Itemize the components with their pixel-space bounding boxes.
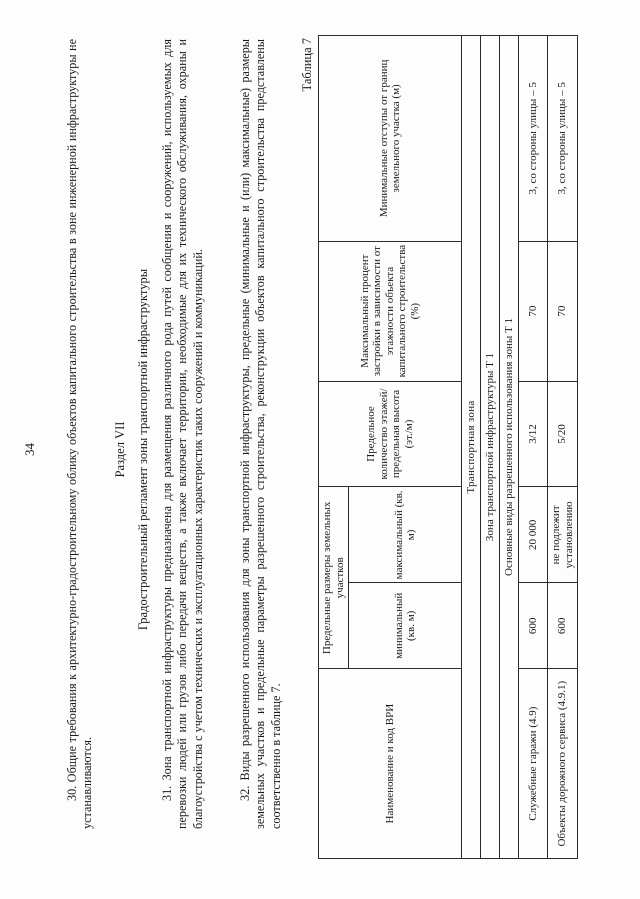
paragraph-31 [160,39,206,829]
paragraph-32 [238,39,284,829]
cell-min: 600 [548,583,578,669]
table-band-subzone [481,36,500,859]
cell-setbacks: 3, со стороны улицы – 5 [519,36,548,242]
band-subzone-text: Зона транспортной инфраструктуры Т 1 [481,36,500,859]
cell-max: не подлежит установлению [548,487,578,583]
cell-coverage: 70 [548,241,578,381]
header-min: минимальный (кв. м) [349,583,462,669]
header-setbacks: Минимальные отступы от границ земельного участка (м) [319,36,462,242]
cell-floors: 3/12 [519,381,548,487]
table-band-zone [462,36,481,859]
cell-name: Служебные гаражи (4.9) [519,669,548,859]
paragraph-30 [65,39,96,829]
section-title: Градостроительный регламент зоны транспортной инфраструктуры [136,268,150,631]
regulation-table [318,35,578,859]
table-caption: Таблица 7 [300,38,314,92]
paragraph-32-text: 32. Виды разрешенного использования для зоны транспортной инфраструктуры, предельные (минимальные и (или) максимальные) размеры земельных участков и предельные параметры разрешенного строительства, реконструкции объектов капитального строительства представлены соответственно в таблице 7. [238,39,283,829]
band-main-text: Основные виды разрешенного использования зоны Т 1 [500,36,519,859]
paragraph-31-text: 31. Зона транспортной инфраструктуры предназначена для размещения различного рода путей сообщения и сооружений, используемых для перевозки людей или грузов либо передачи веществ, а также включает территории, необходимые для их технического обслуживания, охраны и благоустройства с учетом технических и эксплуатационных характеристик таких сооружений и коммуникаций. [160,39,205,829]
table-row [519,36,548,859]
table-header-row [319,36,349,859]
table-band-main [500,36,519,859]
cell-floors: 5/20 [548,381,578,487]
cell-min: 600 [519,583,548,669]
band-zone-text: Транспортная зона [462,36,481,859]
header-name: Наименование и код ВРИ [319,669,462,859]
header-plot-sizes: Предельные размеры земельных участков [319,487,349,669]
cell-name: Объекты дорожного сервиса (4.9.1) [548,669,578,859]
header-coverage: Максимальный процент застройки в зависимости от этажности объекта капитального строительства (%) [319,241,462,381]
paragraph-30-text: 30. Общие требования к архитектурно-градостроительному облику объектов капитального строительства в зоне инженерной инфраструктуры не устанавливаются. [65,39,95,829]
page-number: 34 [22,443,37,456]
header-max: максимальный (кв. м) [349,487,462,583]
header-floors: Предельное количество этажей/ предельная высота (эт./м) [319,381,462,487]
cell-max: 20 000 [519,487,548,583]
cell-setbacks: 3, со стороны улицы – 5 [548,36,578,242]
cell-coverage: 70 [519,241,548,381]
section-number: Раздел VII [113,421,127,478]
table-row [548,36,578,859]
